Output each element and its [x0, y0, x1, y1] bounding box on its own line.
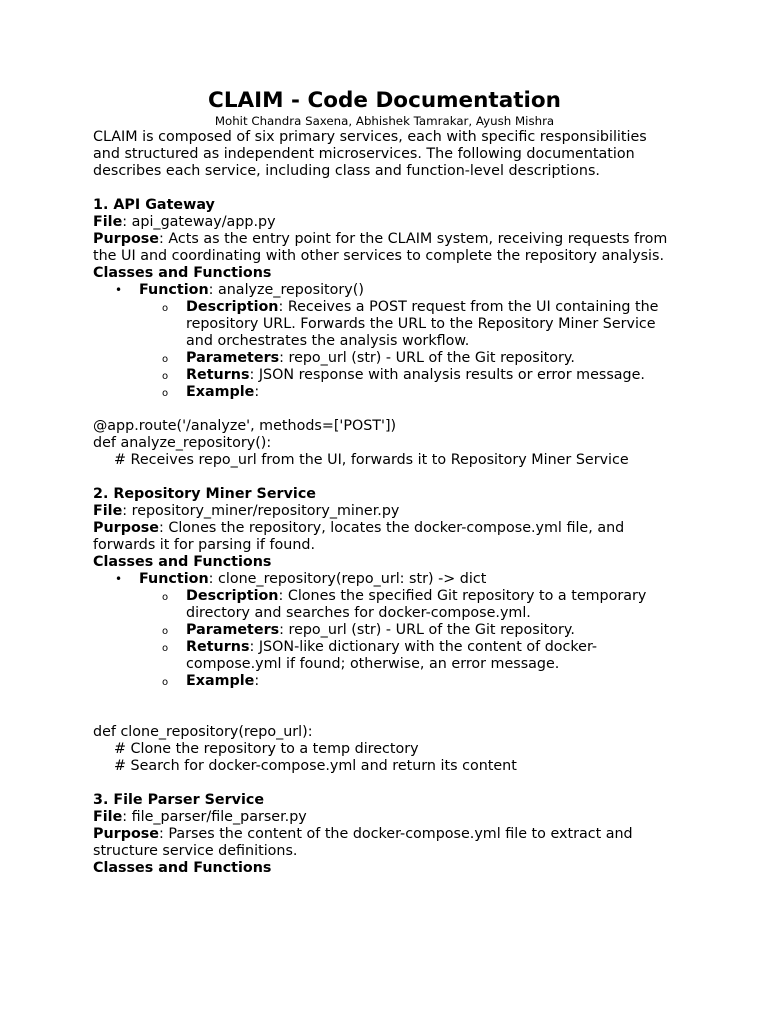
intro-paragraph: CLAIM is composed of six primary services, each with specific responsibilities and structured as independent microservices. The following documentation describes each service, including class and function-level descriptions.: [93, 129, 647, 179]
function-item: • Function: analyze_repository() o Description: Receives a POST request from the UI containing the repository URL. Forwards the URL to the Repository Miner Service and orchestrates the analysis workflow. o Parameters: repo_url (str) - URL of the Git repository. o Returns: JSON response with analysis results or error message. o Example:: [93, 282, 676, 401]
section-purpose: Purpose: Parses the content of the docker-compose.yml file to extract and structure service definitions.: [93, 826, 633, 859]
section-api-gateway: [93, 197, 676, 469]
code-line: def analyze_repository():: [93, 435, 272, 451]
document-authors: Mohit Chandra Saxena, Abhishek Tamrakar, Ayush Mishra: [214, 114, 555, 128]
function-description: o Description: Clones the specified Git repository to a temporary directory and searches for docker-compose.yml.: [139, 588, 676, 622]
section-heading: 2. Repository Miner Service: [93, 486, 316, 502]
classes-functions-heading: Classes and Functions: [93, 860, 272, 876]
section-purpose: Purpose: Acts as the entry point for the CLAIM system, receiving requests from the UI and coordinating with other services to complete the repository analysis.: [93, 231, 668, 264]
section-heading: 1. API Gateway: [93, 197, 215, 213]
code-example: [93, 418, 676, 469]
section-file: File: file_parser/file_parser.py: [93, 809, 307, 825]
function-returns: o Returns: JSON response with analysis results or error message.: [139, 367, 676, 384]
section-purpose: Purpose: Clones the repository, locates the docker-compose.yml file, and forwards it for parsing if found.: [93, 520, 625, 553]
code-line: # Search for docker-compose.yml and return its content: [114, 758, 517, 774]
function-item: • Function: clone_repository(repo_url: str) -> dict o Description: Clones the specified Git repository to a temporary directory and searches for docker-compose.yml. o Parameters: repo_url (str) - URL of the Git repository. o Returns: JSON-like dictionary with the content of docker-compose.yml if found; otherwise, an error message. o Example:: [93, 571, 676, 690]
section-heading: 3. File Parser Service: [93, 792, 265, 808]
function-list: [93, 571, 676, 690]
function-parameters: o Parameters: repo_url (str) - URL of the Git repository.: [139, 622, 676, 639]
function-list: [93, 282, 676, 401]
code-example: [93, 724, 676, 775]
code-line: def clone_repository(repo_url):: [93, 724, 313, 740]
code-line: # Receives repo_url from the UI, forwards it to Repository Miner Service: [114, 452, 629, 468]
function-example: o Example:: [139, 384, 676, 401]
function-example: o Example:: [139, 673, 676, 690]
function-parameters: o Parameters: repo_url (str) - URL of the Git repository.: [139, 350, 676, 367]
section-file-parser: [93, 792, 676, 877]
classes-functions-heading: Classes and Functions: [93, 554, 272, 570]
code-line: # Clone the repository to a temp directory: [114, 741, 419, 757]
function-details: [139, 299, 676, 401]
function-returns: o Returns: JSON-like dictionary with the content of docker-compose.yml if found; otherwise, an error message.: [139, 639, 676, 673]
code-line: @app.route('/analyze', methods=['POST']): [93, 418, 397, 434]
section-file: File: api_gateway/app.py: [93, 214, 276, 230]
section-repository-miner: [93, 486, 676, 775]
document-title: CLAIM - Code Documentation: [208, 88, 561, 113]
function-details: [139, 588, 676, 690]
function-description: o Description: Receives a POST request from the UI containing the repository URL. Forwards the URL to the Repository Miner Service and orchestrates the analysis workflow.: [139, 299, 676, 350]
section-file: File: repository_miner/repository_miner.py: [93, 503, 400, 519]
classes-functions-heading: Classes and Functions: [93, 265, 272, 281]
